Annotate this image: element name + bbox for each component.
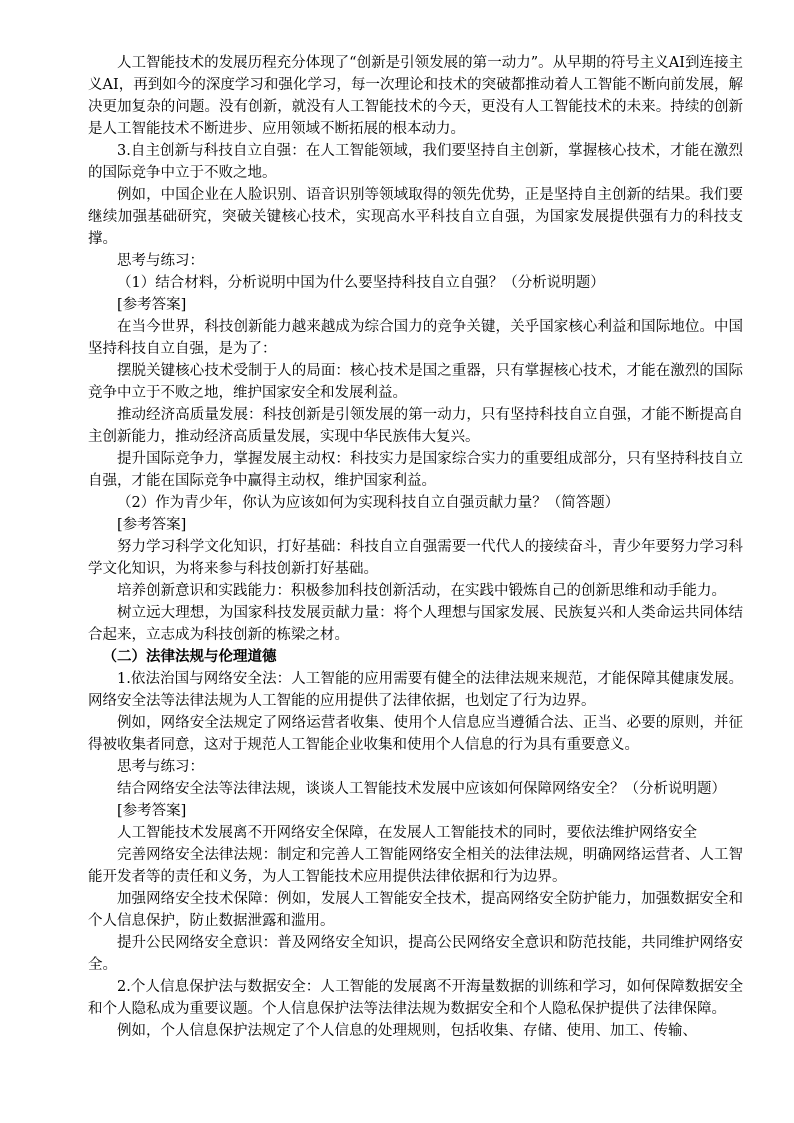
paragraph-cybersecurity-example: 例如，网络安全法规定了网络运营者收集、使用个人信息应当遵循合法、正当、必要的原则，并征得被收集者同意，这对于规范人工智能企业收集和使用个人信息的行为具有重要意义。 (88, 715, 743, 753)
paragraph-self-reliance-heading: 3.自主创新与科技自立自强：在人工智能领域，我们要坚持自主创新，掌握核心技术，才能在激烈的国际竞争中立于不败之地。 (88, 143, 743, 181)
answer-3-point-1: 完善网络安全法律法规：制定和完善人工智能网络安全相关的法律法规，明确网络运营者、人工智能开发者等的责任和义务，为人工智能技术应用提供法律依据和行为边界。 (88, 847, 743, 885)
reference-answer-label: [参考答案] (117, 803, 187, 819)
exercise-label: 思考与练习： (117, 759, 204, 775)
reference-answer-label: [参考答案] (117, 297, 187, 313)
question-2: （2）作为青少年，你认为应该如何为实现科技自立自强贡献力量？（简答题） (117, 495, 620, 511)
answer-2-point-3: 树立远大理想，为国家科技发展贡献力量：将个人理想与国家发展、民族复兴和人类命运共同体结合起来，立志成为科技创新的栋梁之材。 (88, 605, 743, 643)
answer-2-point-2: 培养创新意识和实践能力：积极参加科技创新活动，在实践中锻炼自己的创新思维和动手能力。 (117, 583, 726, 599)
exercise-label: 思考与练习： (117, 253, 204, 269)
question-1: （1）结合材料，分析说明中国为什么要坚持科技自立自强？（分析说明题） (117, 275, 605, 291)
paragraph-innovation-driving-force: 人工智能技术的发展历程充分体现了“创新是引领发展的第一动力”。从早期的符号主义AI到连接主义AI，再到如今的深度学习和强化学习，每一次理论和技术的突破都推动着人工智能不断向前发展，解决更加复杂的问题。没有创新，就没有人工智能技术的今天，更没有人工智能技术的未来。持续的创新是人工智能技术不断进步、应用领域不断拓展的根本动力。 (88, 55, 743, 137)
answer-1-intro: 在当今世界，科技创新能力越来越成为综合国力的竞争关键，关乎国家核心利益和国际地位。中国坚持科技自立自强，是为了： (88, 319, 743, 357)
paragraph-personal-info-law: 2.个人信息保护法与数据安全：人工智能的发展离不开海量数据的训练和学习，如何保障数据安全和个人隐私成为重要议题。个人信息保护法等法律法规为数据安全和个人隐私保护提供了法律保障。 (88, 979, 743, 1017)
section-heading-law-ethics: （二）法律法规与伦理道德 (102, 648, 277, 665)
answer-3-point-2: 加强网络安全技术保障：例如，发展人工智能安全技术，提高网络安全防护能力，加强数据安全和个人信息保护，防止数据泄露和滥用。 (88, 891, 743, 929)
answer-3-intro: 人工智能技术发展离不开网络安全保障，在发展人工智能技术的同时，要依法维护网络安全 (117, 825, 697, 841)
answer-3-point-3: 提升公民网络安全意识：普及网络安全知识，提高公民网络安全意识和防范技能，共同维护网络安全。 (88, 935, 743, 973)
paragraph-cybersecurity-law: 1.依法治国与网络安全法：人工智能的应用需要有健全的法律法规来规范，才能保障其健康发展。网络安全法等法律法规为人工智能的应用提供了法律依据，也划定了行为边界。 (88, 671, 743, 709)
question-3: 结合网络安全法等法律法规，谈谈人工智能技术发展中应该如何保障网络安全？（分析说明题） (117, 781, 726, 797)
paragraph-self-reliance-example: 例如，中国企业在人脸识别、语音识别等领域取得的领先优势，正是坚持自主创新的结果。我们要继续加强基础研究，突破关键核心技术，实现高水平科技自立自强，为国家发展提供强有力的科技支撑。 (88, 187, 743, 247)
answer-1-point-2: 推动经济高质量发展：科技创新是引领发展的第一动力，只有坚持科技自立自强，才能不断提高自主创新能力，推动经济高质量发展，实现中华民族伟大复兴。 (88, 407, 743, 445)
answer-2-point-1: 努力学习科学文化知识，打好基础：科技自立自强需要一代代人的接续奋斗，青少年要努力学习科学文化知识，为将来参与科技创新打好基础。 (88, 539, 743, 577)
paragraph-personal-info-example: 例如，个人信息保护法规定了个人信息的处理规则，包括收集、存储、使用、加工、传输、 (117, 1023, 697, 1039)
answer-1-point-1: 摆脱关键核心技术受制于人的局面：核心技术是国之重器，只有掌握核心技术，才能在激烈的国际竞争中立于不败之地，维护国家安全和发展利益。 (88, 363, 743, 401)
answer-1-point-3: 提升国际竞争力，掌握发展主动权：科技实力是国家综合实力的重要组成部分，只有坚持科技自立自强，才能在国际竞争中赢得主动权，维护国家利益。 (88, 451, 743, 489)
reference-answer-label: [参考答案] (117, 517, 187, 533)
